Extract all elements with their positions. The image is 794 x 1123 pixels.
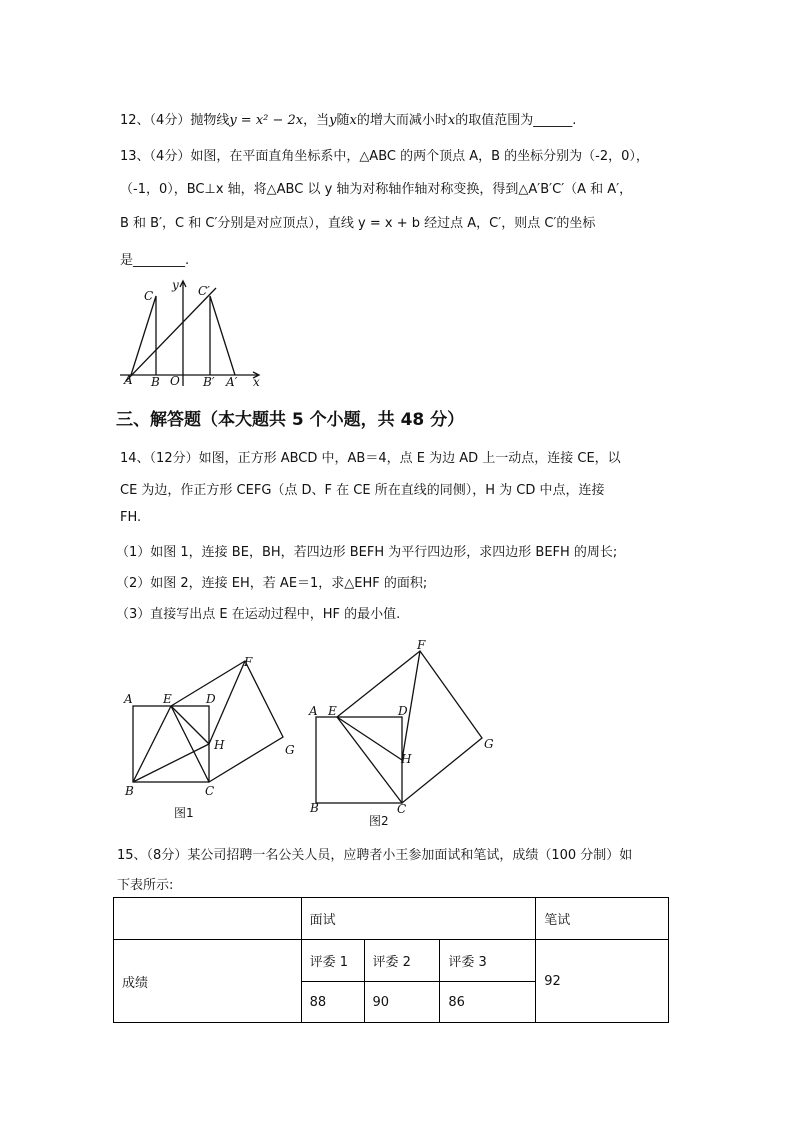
table-row xyxy=(114,940,669,982)
fig1-caption: 图1 xyxy=(174,806,194,820)
written-header: 笔试 xyxy=(536,898,669,940)
judge-1-header: 评委 1 xyxy=(301,940,364,982)
fig2-label-g: G xyxy=(484,737,494,751)
fig2-label-f: F xyxy=(417,638,426,652)
q12-prefix: 12、（4分）抛物线 xyxy=(120,113,230,128)
judge-2-header: 评委 2 xyxy=(364,940,440,982)
table-row xyxy=(114,898,669,940)
q12-mid1: ，当 xyxy=(303,113,330,128)
written-score: 92 xyxy=(536,940,669,1023)
q12-text xyxy=(120,109,576,128)
segment-eh xyxy=(171,706,209,744)
q15-line1: 15、（8分）某公司招聘一名公关人员，应聘者小王参加面试和笔试，成绩（100 分制）如 xyxy=(117,848,633,863)
q14-line3: FH. xyxy=(120,510,142,525)
q12-var-x2: x xyxy=(447,113,456,128)
fig1-label-e: E xyxy=(163,692,172,706)
fig1-label-f: F xyxy=(244,655,253,669)
label-b-prime: B′ xyxy=(203,375,215,389)
fig2-caption: 图2 xyxy=(369,814,389,828)
fig2-label-b: B xyxy=(310,801,319,815)
q12-mid3: 的增大而减小时 xyxy=(356,113,448,128)
label-o: O xyxy=(170,374,180,388)
q12-mid2: 随 xyxy=(336,113,350,128)
label-x: x xyxy=(253,375,260,389)
judge-1-score: 88 xyxy=(301,982,364,1023)
q14-figure-1 xyxy=(118,650,300,822)
fig2-label-c: C xyxy=(397,802,407,816)
fig1-label-a: A xyxy=(124,692,133,706)
table-corner-cell xyxy=(114,898,302,940)
segment-eh xyxy=(337,717,402,760)
line-a-c-prime xyxy=(126,288,216,381)
q12-var-x: x xyxy=(349,113,357,128)
q13-coordinate-figure xyxy=(116,276,270,392)
square-cefg xyxy=(337,651,482,803)
label-a-prime: A′ xyxy=(226,375,238,389)
fig2-label-a: A xyxy=(309,704,318,718)
judge-3-header: 评委 3 xyxy=(440,940,536,982)
q13-line1: 13、（4分）如图，在平面直角坐标系中，△ABC 的两个顶点 A，B 的坐标分别为（-2，0）， xyxy=(120,149,649,164)
triangle-a-prime-b-prime-c-prime xyxy=(210,296,235,375)
fig1-label-c: C xyxy=(205,784,215,798)
label-y: y xyxy=(172,278,179,292)
square-cefg xyxy=(171,661,283,782)
segment-bh xyxy=(133,744,209,782)
label-c-prime: C′ xyxy=(198,284,210,298)
q12-formula: y = x² − 2x xyxy=(229,113,304,128)
score-row-label: 成绩 xyxy=(114,940,302,1023)
fig2-label-h: H xyxy=(401,752,412,766)
fig1-label-h: H xyxy=(214,738,225,752)
fig1-label-g: G xyxy=(285,743,295,757)
q12-var-y: y xyxy=(329,113,337,128)
section3-title: 三、解答题（本大题共 5 个小题，共 48 分） xyxy=(116,410,465,430)
label-a: A xyxy=(124,373,133,387)
q14-part2: （2）如图 2，连接 EH，若 AE＝1，求△EHF 的面积; xyxy=(116,576,428,591)
fig1-label-b: B xyxy=(125,784,134,798)
interview-header: 面试 xyxy=(301,898,536,940)
fig2-label-d: D xyxy=(398,704,408,718)
segment-be xyxy=(133,706,171,782)
q14-figure-2 xyxy=(302,636,502,830)
q14-part3: （3）直接写出点 E 在运动过程中，HF 的最小值. xyxy=(116,607,401,622)
q15-line2: 下表所示: xyxy=(117,878,174,893)
q13-line2: （-1，0），BC⊥x 轴，将△ABC 以 y 轴为对称轴作轴对称变换，得到△A′B′C′（A 和 A′， xyxy=(120,182,633,197)
square-abcd xyxy=(133,706,209,782)
q14-line2: CE 为边，作正方形 CEFG（点 D、F 在 CE 所在直线的同侧），H 为 CD 中点，连接 xyxy=(120,483,605,498)
fig2-label-e: E xyxy=(328,704,337,718)
label-b: B xyxy=(151,375,160,389)
q12-suffix: 的取值范围为______. xyxy=(455,113,577,128)
label-c: C xyxy=(144,289,154,303)
q13-line3: B 和 B′，C 和 C′分别是对应顶点），直线 y = x + b 经过点 A，C′，则点 C′的坐标 xyxy=(120,216,596,231)
fig1-label-d: D xyxy=(206,692,216,706)
q13-line4: 是________. xyxy=(120,253,190,268)
score-table xyxy=(113,897,669,1023)
square-abcd xyxy=(316,717,402,803)
q14-line1: 14、（12分）如图，正方形 ABCD 中，AB＝4，点 E 为边 AD 上一动点，连接 CE，以 xyxy=(120,451,621,466)
judge-2-score: 90 xyxy=(364,982,440,1023)
judge-3-score: 86 xyxy=(440,982,536,1023)
q14-part1: （1）如图 1，连接 BE，BH，若四边形 BEFH 为平行四边形，求四边形 BEFH 的周长; xyxy=(116,545,618,560)
